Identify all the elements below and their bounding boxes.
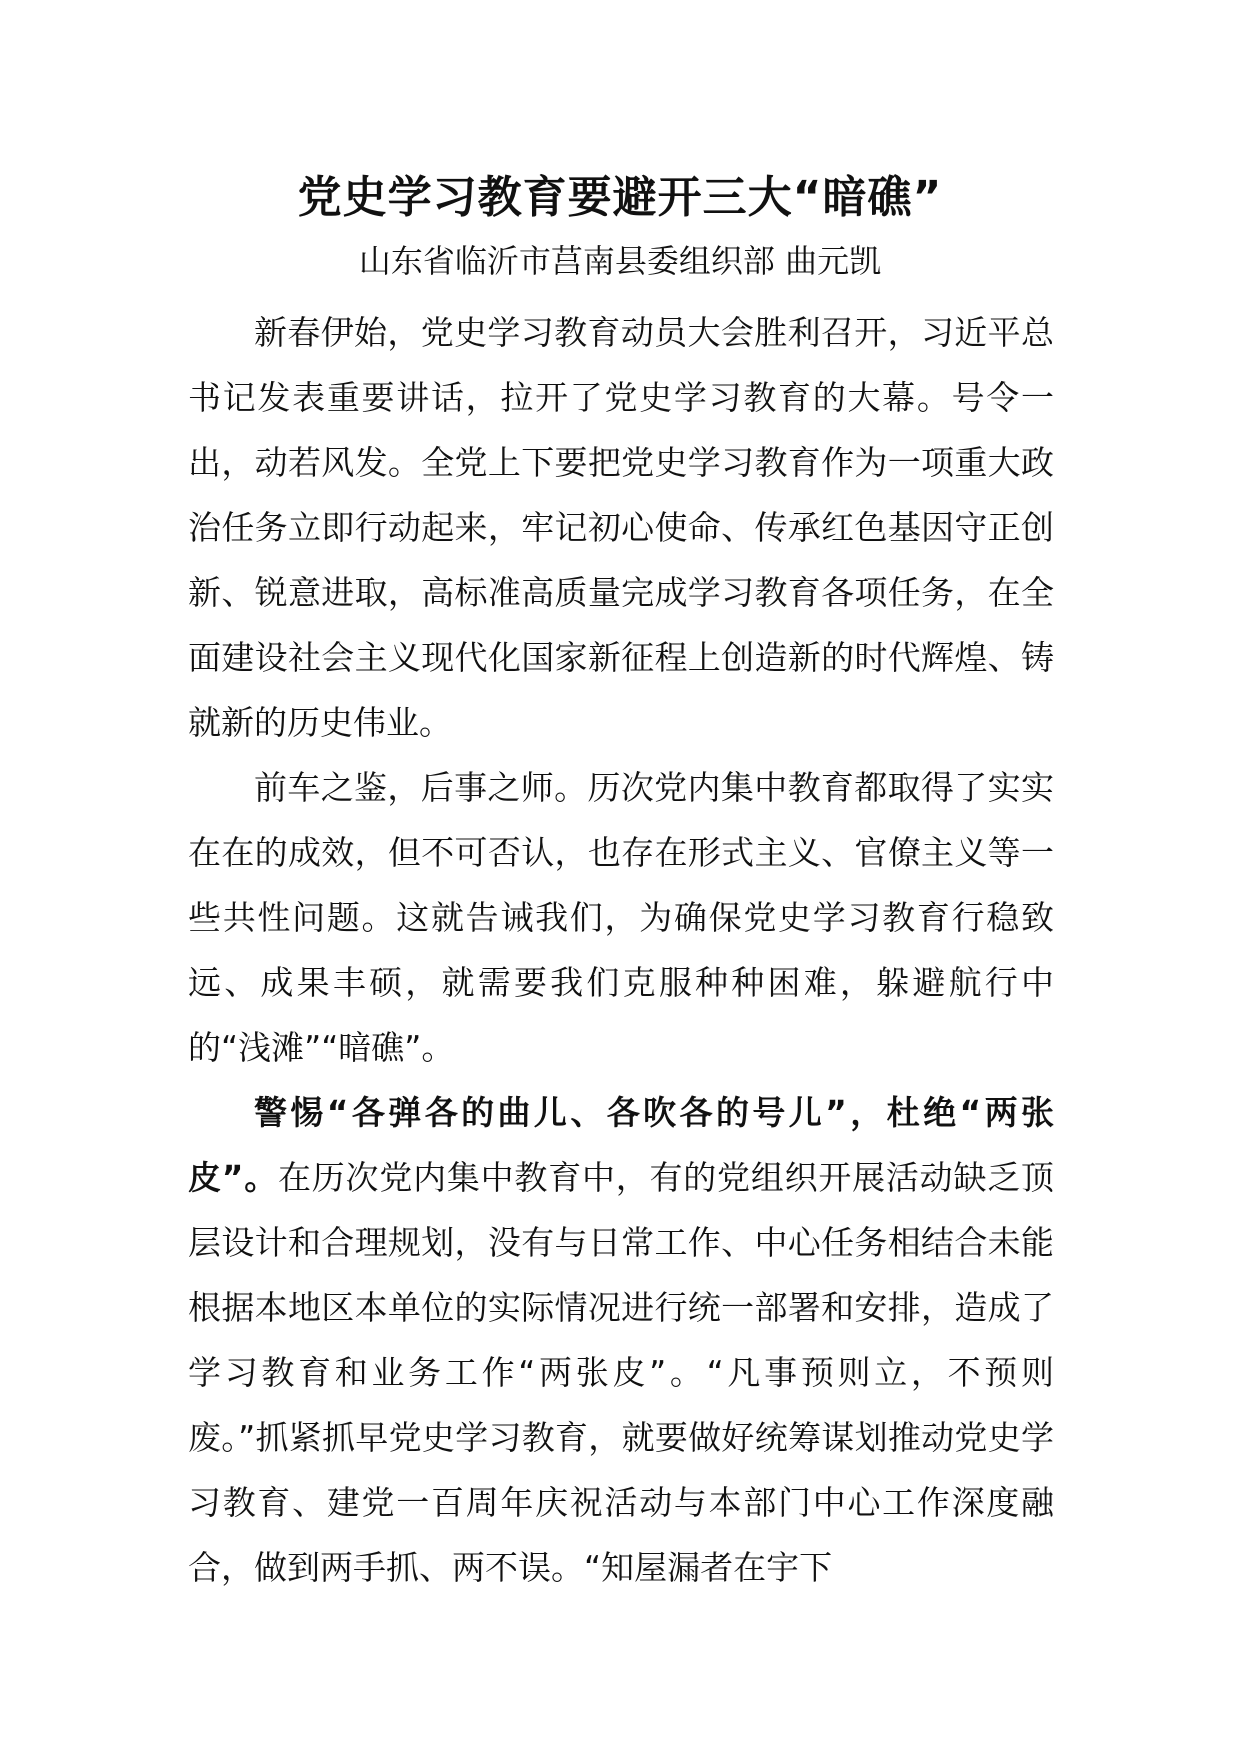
- author-byline: 山东省临沂市莒南县委组织部 曲元凯: [358, 242, 882, 280]
- paragraph-3: [188, 1080, 1054, 1600]
- document-body: [188, 300, 1054, 1600]
- paragraph-1-text: 新春伊始，党史学习教育动员大会胜利召开，习近平总书记发表重要讲话，拉开了党史学习教育的大幕。号令一出，动若风发。全党上下要把党史学习教育作为一项重大政治任务立即行动起来，牢记初心使命、传承红色基因守正创新、锐意进取，高标准高质量完成学习教育各项任务，在全面建设社会主义现代化国家新征程上创造新的时代辉煌、铸就新的历史伟业。: [188, 313, 1054, 742]
- paragraph-2-text: 前车之鉴，后事之师。历次党内集中教育都取得了实实在在的成效，但不可否认，也存在形式主义、官僚主义等一些共性问题。这就告诫我们，为确保党史学习教育行稳致远、成果丰硕，就需要我们克服种种困难，躲避航行中的“浅滩”“暗礁”。: [188, 768, 1054, 1067]
- paragraph-2: [188, 755, 1054, 1080]
- paragraph-3-lead: 警惕“各弹各的曲儿、各吹各的号儿”，杜绝“两张皮”。: [188, 1093, 1054, 1197]
- document-title: 党史学习教育要避开三大“暗礁”: [297, 172, 943, 223]
- paragraph-3-text: 在历次党内集中教育中，有的党组织开展活动缺乏顶层设计和合理规划，没有与日常工作、中心任务相结合未能根据本地区本单位的实际情况进行统一部署和安排，造成了学习教育和业务工作“两张皮”。“凡事预则立，不预则废。”抓紧抓早党史学习教育，就要做好统筹谋划推动党史学习教育、建党一百周年庆祝活动与本部门中心工作深度融合，做到两手抓、两不误。“知屋漏者在宇下: [188, 1158, 1054, 1587]
- paragraph-1: [188, 300, 1054, 755]
